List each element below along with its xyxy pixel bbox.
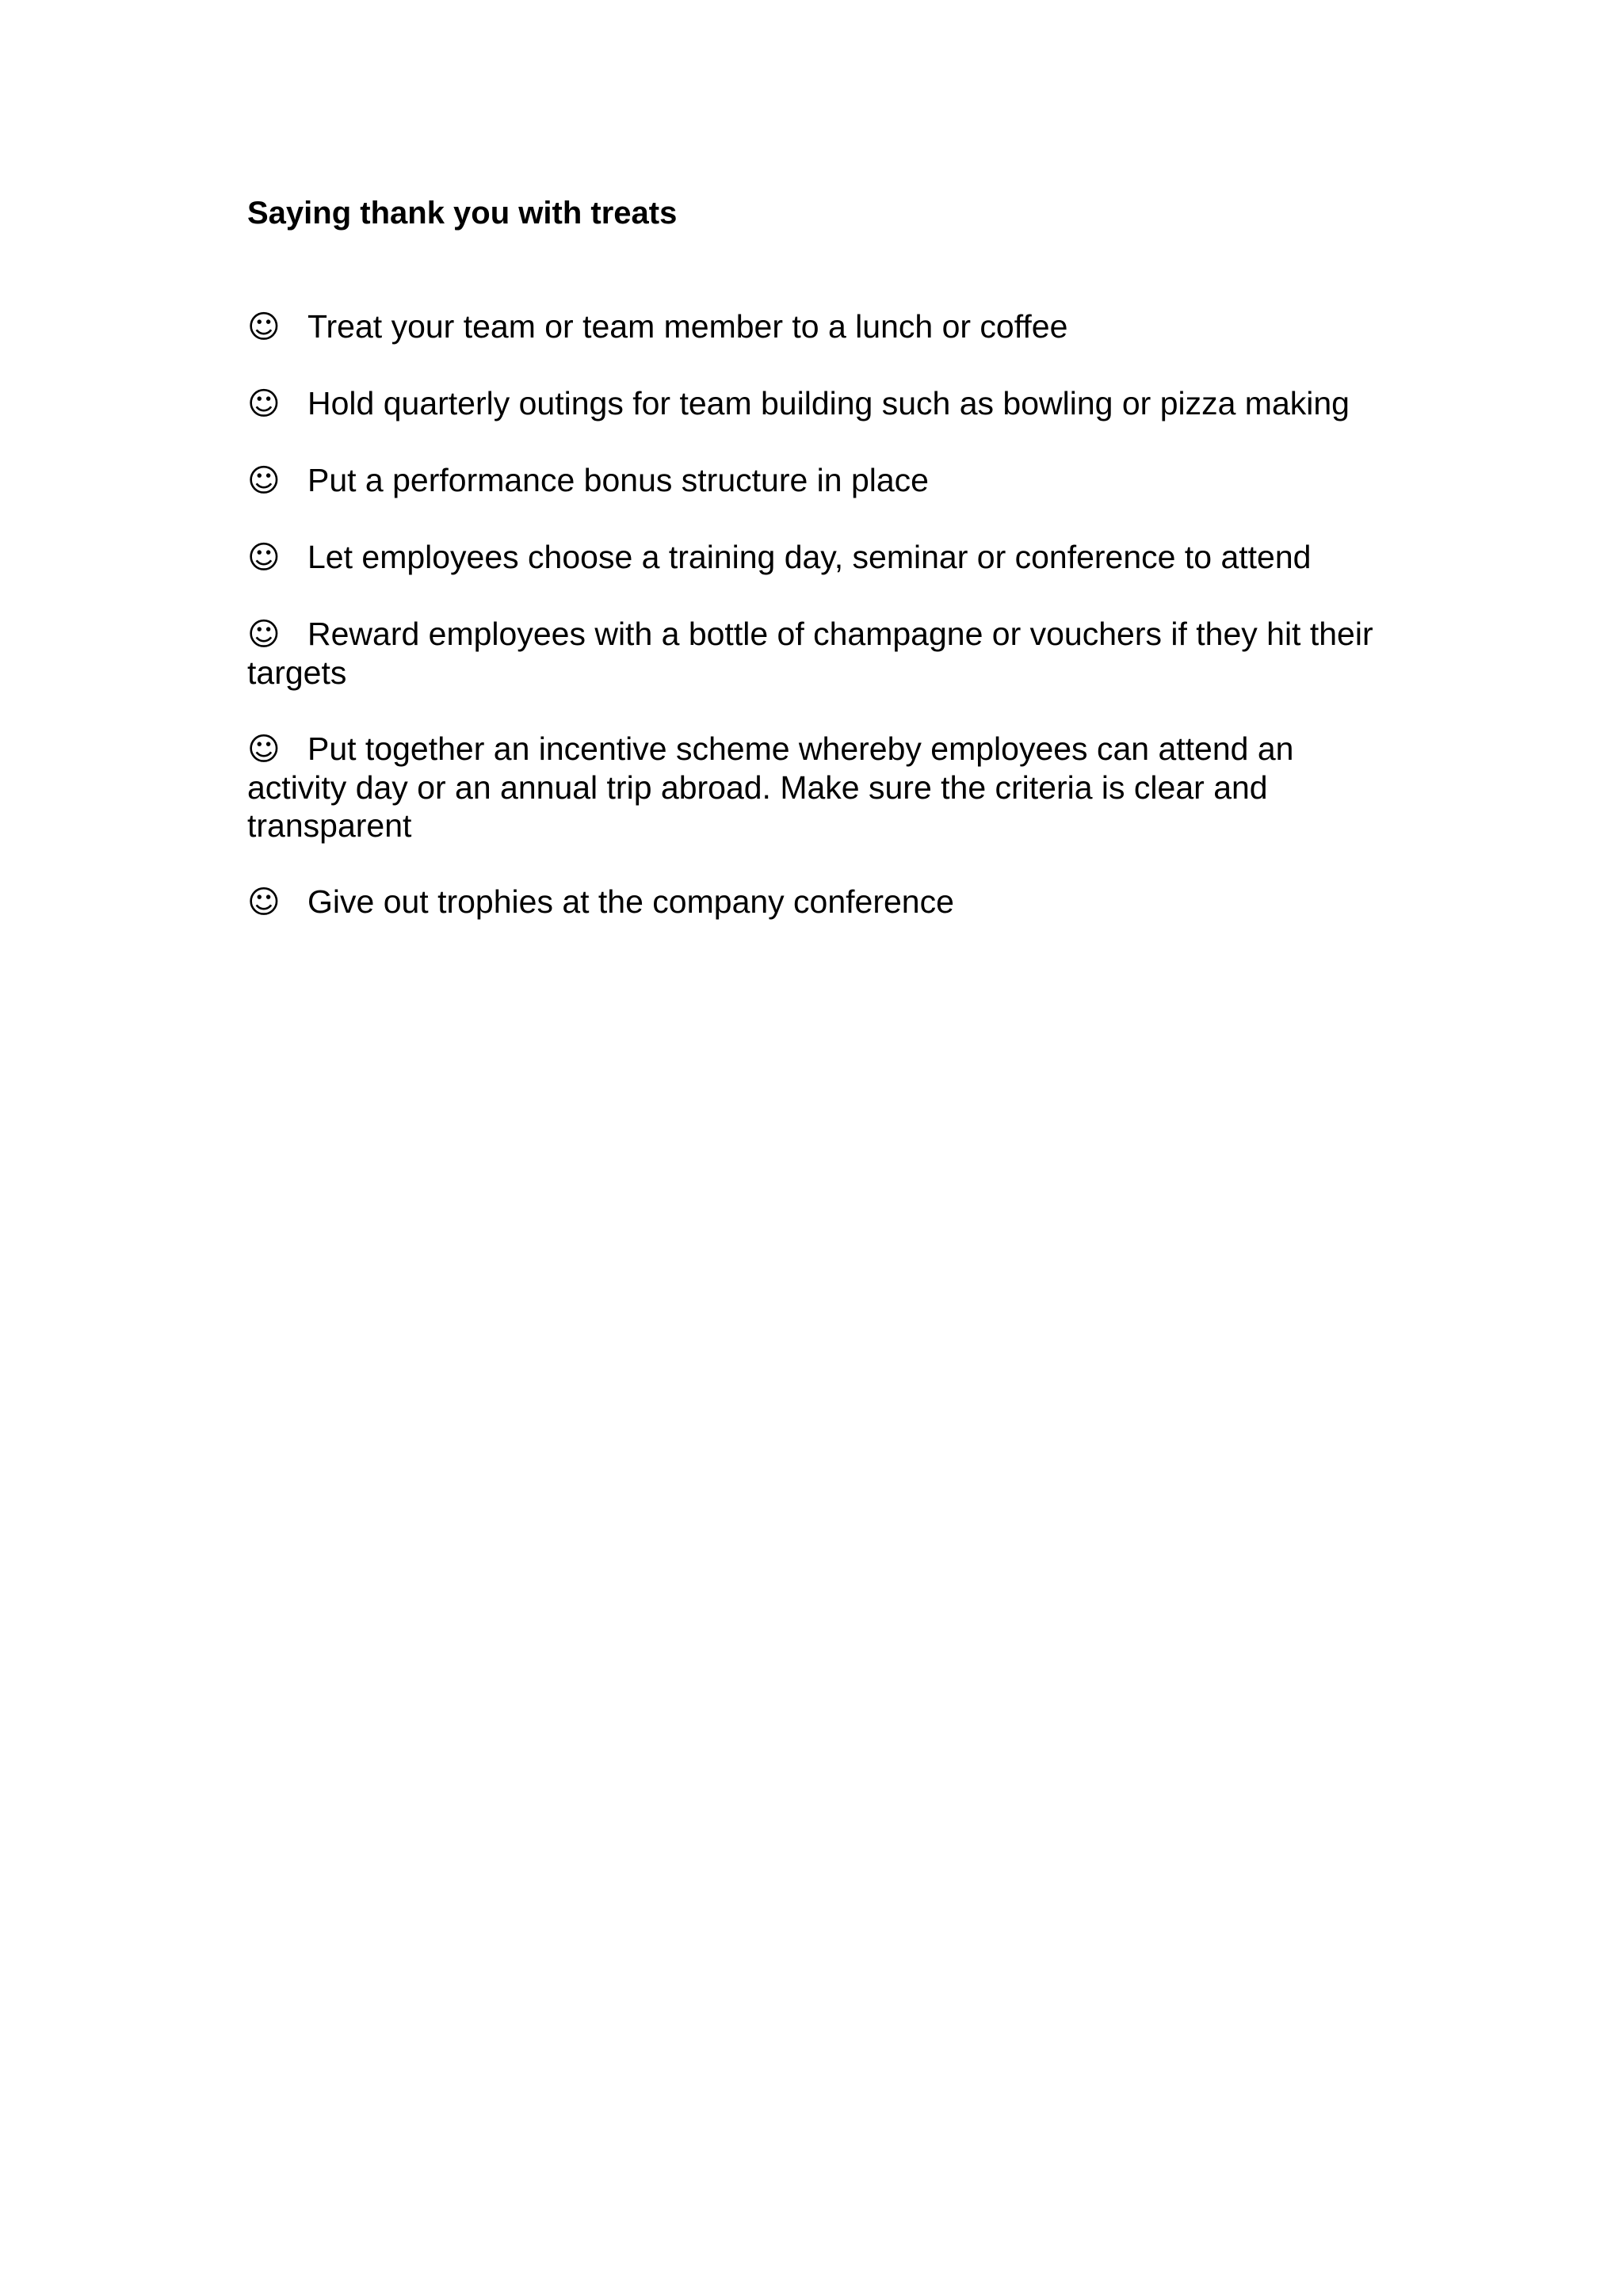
list-item-text: Treat your team or team member to a lunch or coffee [307,308,1068,345]
smiley-icon: ☺ [247,463,281,499]
smiley-icon: ☺ [247,540,281,576]
smiley-icon: ☺ [247,884,281,921]
list-item [247,615,1385,692]
list-item-text: Put a performance bonus structure in place [307,462,929,498]
list-item [247,538,1385,577]
list-item [247,883,1385,921]
smiley-icon: ☺ [247,616,281,653]
smiley-icon: ☺ [247,386,281,422]
smiley-icon: ☺ [247,309,281,345]
list-item [247,307,1385,346]
page-title: Saying thank you with treats [247,196,678,231]
smiley-icon: ☺ [247,731,281,768]
document-body [247,195,1385,959]
list-item [247,384,1385,423]
list-item [247,461,1385,500]
treats-list [247,307,1385,921]
list-item-text: Hold quarterly outings for team building such as bowling or pizza making [307,385,1350,421]
list-item-text: Let employees choose a training day, seminar or conference to attend [307,539,1312,575]
list-item-text: Reward employees with a bottle of champagne or vouchers if they hit their targets [247,616,1373,691]
list-item-text: Put together an incentive scheme whereby employees can attend an activity day or an annual trip abroad. Make sure the criteria is clear and transparent [247,730,1294,844]
list-item-text: Give out trophies at the company conference [307,883,954,920]
list-item [247,730,1385,845]
